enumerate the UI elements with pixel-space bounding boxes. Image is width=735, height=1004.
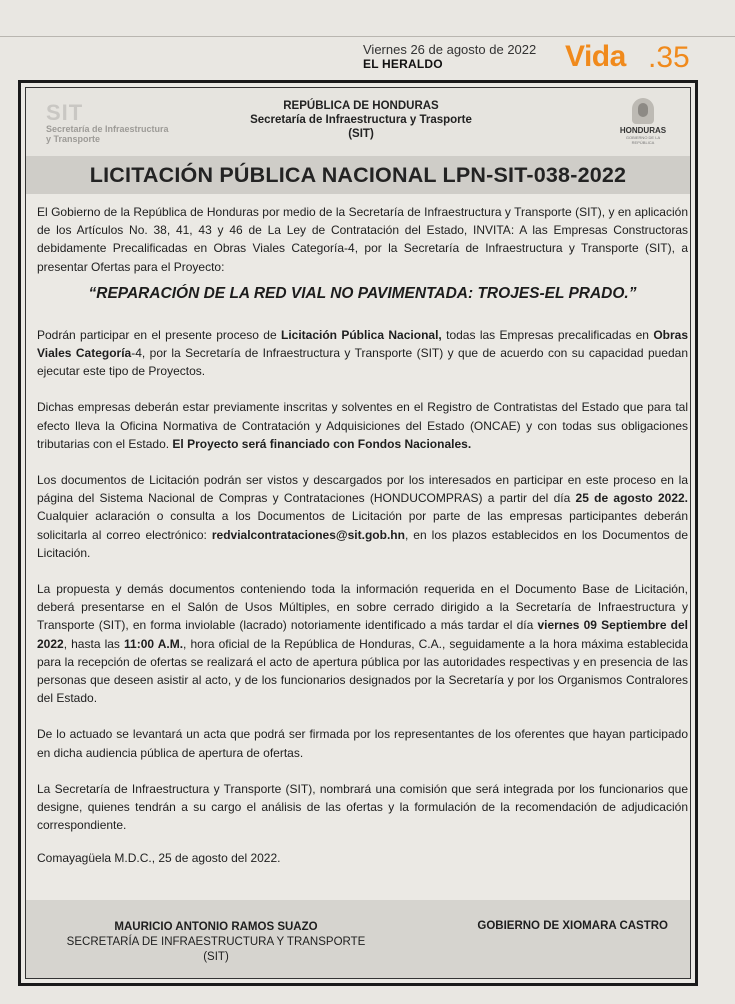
signatory-acronym: (SIT) [203,951,229,963]
honduras-logo-name: HONDURAS [619,126,667,135]
ad-header [26,88,690,156]
submission-paragraph: La propuesta y demás documentos conteniendo toda la información requerida en el Documento Base de Licitación, deberá presentarse en el Salón de Usos Múltiples, en sobre cerrado dirigido a la Secretaría de Infraestructura y Transporte (SIT), en forma inviolable (lacrado) notoriamente identificado a más tardar el día viernes 09 Septiembre del 2022, hasta las 11:00 A.M., hora oficial de la República de Honduras, C.A., seguidamente a la hora máxima establecida para la recepción de ofertas se realizará el acto de apertura pública por las autoridades respectivas y en presencia de las personas que deseen asistir al acto, y de los funcionarios designados por la Secretaría y por los Organismos Contralores del Estado. [37,582,689,706]
intro-paragraph: El Gobierno de la República de Honduras por medio de la Secretaría de Infraestructura y Transporte (SIT), y en aplicación de los Artículos No. 38, 41, 43 y 46 de La Ley de Contratación del Estado, INVITA: A las Empresas Constructoras debidamente Precalificadas en Obras Viales Categoría-4, por la Secretaría de Infraestructura y Transporte (SIT), a presentar Ofertas para el Proyecto: [37,205,688,274]
documents-paragraph: Los documentos de Licitación podrán ser vistos y descargados por los interesados en participar en este proceso en la página del Sistema Nacional de Compras y Contrataciones (HONDUCOMPRAS) a partir del día 25 de agosto 2022. Cualquier aclaración o consulta a los Documentos de Licitación por parte de las empresas participantes deberán solicitarla al correo electrónico: redvialcontrataciones@sit.gob.hn, en los plazos establecidos en los Documentos de Licitación. [37,473,689,560]
ministry-name: Secretaría de Infraestructura y Trasporte [250,114,472,126]
honduras-emblem-logo [618,98,668,146]
section-name: Vida [565,40,626,73]
top-rule [0,36,735,37]
ad-inner-frame [25,87,691,979]
deadline-time: 11:00 A.M. [124,636,184,651]
notice-title: LICITACIÓN PÚBLICA NACIONAL LPN-SIT-038-2022 [89,163,627,187]
sit-logo-line1: Secretaría de Infraestructura [46,124,169,134]
republic-name: REPÚBLICA DE HONDURAS [283,100,439,112]
tender-notice-ad [18,80,698,986]
signatory-block [46,920,386,965]
newspaper-masthead [363,40,723,74]
honduras-logo-sub: GOBIERNO DE LA REPÚBLICA [625,135,661,145]
ministry-acronym: (SIT) [348,128,374,140]
deadline-date: viernes 09 Septiembre del 2022 [37,618,688,651]
signatory-role: SECRETARÍA DE INFRAESTRUCTURA Y TRANSPORTE [66,936,366,948]
title-band [26,156,690,194]
signature-band [26,900,690,978]
sit-logo-line2: y Transporte [46,134,101,144]
registration-paragraph: Dichas empresas deberán estar previamente inscritas y solventes en el Registro de Contratistas del Estado que para tal efecto lleva la Oficina Normativa de Contratación y Adquisiciones del Estado (ONCAE) y con todas sus obligaciones tributarias con el Estado. El Proyecto será financiado con Fondos Nacionales. [37,400,688,451]
page-number: .35 [648,41,690,74]
sit-logo-mark: SIT [46,100,84,125]
project-name: “REPARACIÓN DE LA RED VIAL NO PAVIMENTADA: TROJES-EL PRADO.” [88,284,637,302]
coat-of-arms-icon [632,98,654,124]
issuer-heading [196,99,526,141]
place-and-date: Comayagüela M.D.C., 25 de agosto del 2022. [37,851,281,865]
eligibility-paragraph: Podrán participar en el presente proceso de Licitación Pública Nacional, todas las Empresas precalificadas en Obras Viales Categoría-4, por la Secretaría de Infraestructura y Transporte (SIT) y que de acuerdo con su capacidad puedan ejecutar este tipo de Proyectos. [37,327,689,379]
contact-email: redvialcontrataciones@sit.gob.hn [211,527,405,542]
notice-body [37,203,688,834]
minutes-paragraph: De lo actuado se levantará un acta que podrá ser firmada por los representantes de los oferentes que hayan participado en dicha audiencia pública de apertura de ofertas. [37,727,688,760]
issue-date: Viernes 26 de agosto de 2022 [363,42,537,57]
newspaper-name: EL HERALDO [363,57,443,71]
sit-logo [46,100,216,144]
signatory-name: MAURICIO ANTONIO RAMOS SUAZO [114,921,318,933]
government-name: GOBIERNO DE XIOMARA CASTRO [477,920,668,932]
commission-paragraph: La Secretaría de Infraestructura y Transporte (SIT), nombrará una comisión que será integrada por los funcionarios que designe, quienes tendrán a su cargo el análisis de las ofertas y la formulación de la recomendación de adjudicación correspondiente. [37,781,688,833]
